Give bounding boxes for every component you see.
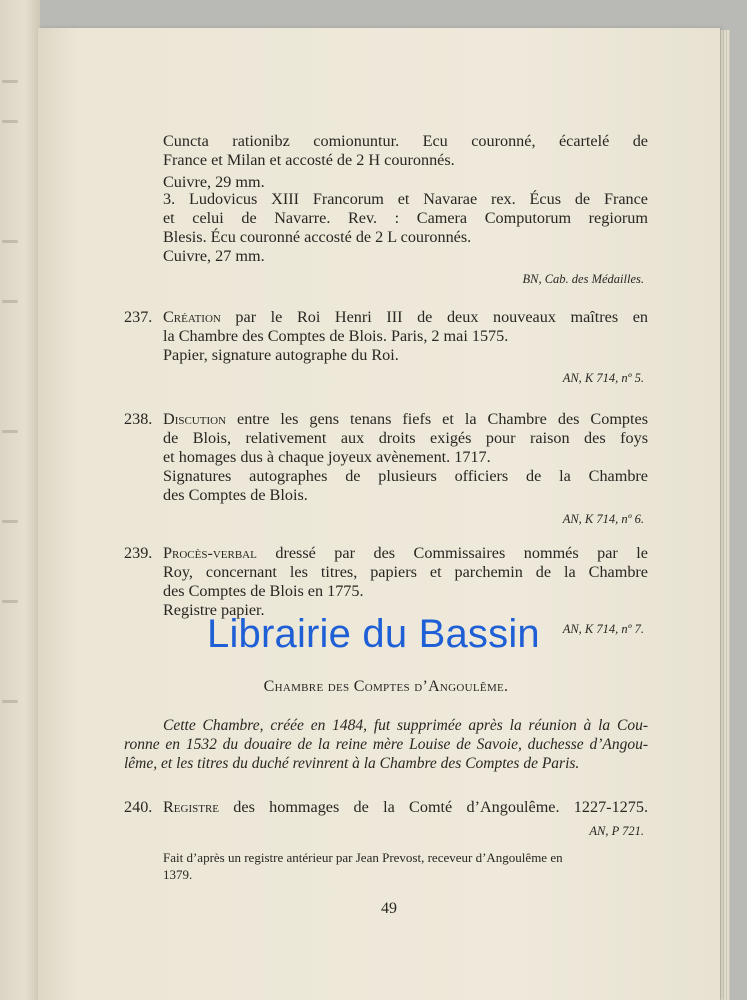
text-line: et celui de Navarre. Rev. : Camera Computorum regiorum: [163, 209, 648, 227]
entry-text: des hommages de la Comté d’Angoulême. 1227-1275.: [219, 798, 648, 816]
section-intro: [124, 716, 648, 773]
entry-lead: Discution: [163, 410, 227, 428]
text-line: lême, et les titres du duché revinrent à la Chambre des Comptes de Paris.: [124, 755, 580, 772]
text-line: de Blois, relativement aux droits exigés pour raison des foys: [163, 429, 648, 447]
entry-lead: Registre: [163, 798, 220, 816]
reference: AN, K 714, nº 6.: [562, 512, 644, 526]
reference: AN, P 721.: [589, 824, 644, 838]
facing-page-edge: [0, 0, 40, 1000]
entry-lead-wrap: [124, 308, 648, 326]
entry-number: 238.: [124, 410, 153, 428]
text-line: Roy, concernant les titres, papiers et parchemin de la Chambre: [163, 563, 648, 581]
reference: BN, Cab. des Médailles.: [522, 272, 644, 286]
page-number: 49: [381, 900, 397, 917]
text-line: Cette Chambre, créée en 1484, fut supprimée après la réunion à la Cou-: [163, 717, 648, 734]
text-line: et homages dus à chaque joyeux avènement. 1717.: [163, 448, 491, 466]
text-line: Registre papier.: [163, 601, 265, 619]
text-line: Blesis. Écu couronné accosté de 2 L couronnés.: [163, 228, 472, 246]
text-line: Cuncta rationibz comionuntur. Ecu couronné, écartelé de: [163, 132, 648, 150]
text-line: France et Milan et accosté de 2 H couronnés.: [163, 151, 455, 169]
text-line: Papier, signature autographe du Roi.: [163, 346, 399, 364]
entry-240: [124, 798, 648, 883]
text-line: ronne en 1532 du douaire de la reine mère Louise de Savoie, duchesse d’Angou-: [124, 736, 648, 753]
entry-first-line: [124, 308, 648, 327]
entry-first-line: [124, 410, 648, 429]
text-line: la Chambre des Comptes de Blois. Paris, 2 mai 1575.: [163, 327, 509, 345]
item-3: [124, 190, 648, 287]
entry-first-line: [124, 798, 648, 817]
entry-first-line: [124, 544, 648, 563]
note-line: Fait d’après un registre antérieur par Jean Prevost, receveur d’Angoulême en: [163, 850, 563, 865]
text-line: Signatures autographes de plusieurs officiers de la Chambre: [163, 467, 648, 485]
entry-238: [124, 410, 648, 527]
text-line: des Comptes de Blois en 1775.: [163, 582, 364, 600]
continued-description: [124, 132, 648, 192]
note-line: 1379.: [163, 867, 193, 882]
entry-text: par le Roi Henri III de deux nouveaux maîtres en: [220, 308, 648, 326]
section-heading: Chambre des Comptes d’Angoulême.: [263, 678, 509, 695]
entry-lead: Création: [163, 308, 221, 326]
text-line: Cuivre, 27 mm.: [163, 247, 265, 265]
entry-number: 239.: [124, 544, 153, 562]
text-line: Cuivre, 29 mm.: [163, 173, 265, 191]
entry-text: dressé par des Commissaires nommés par le: [256, 544, 648, 562]
entry-lead-wrap: [124, 798, 648, 816]
entry-lead-wrap: [124, 544, 648, 562]
reference: AN, K 714, nº 7.: [562, 622, 644, 636]
reference: AN, K 714, nº 5.: [562, 371, 644, 385]
text-line: des Comptes de Blois.: [163, 486, 308, 504]
entry-number: 237.: [124, 308, 153, 326]
book-page: [38, 28, 720, 1000]
entry-237: [124, 308, 648, 386]
watermark-text: Librairie du Bassin: [207, 612, 540, 656]
entry-text: entre les gens tenans fiefs et la Chambre des Comptes: [226, 410, 648, 428]
text-line: 3. Ludovicus XIII Francorum et Navarae rex. Écus de France: [163, 190, 648, 208]
entry-number: 240.: [124, 798, 153, 816]
entry-lead-wrap: [124, 410, 648, 428]
entry-lead: Procès-verbal: [163, 544, 257, 562]
